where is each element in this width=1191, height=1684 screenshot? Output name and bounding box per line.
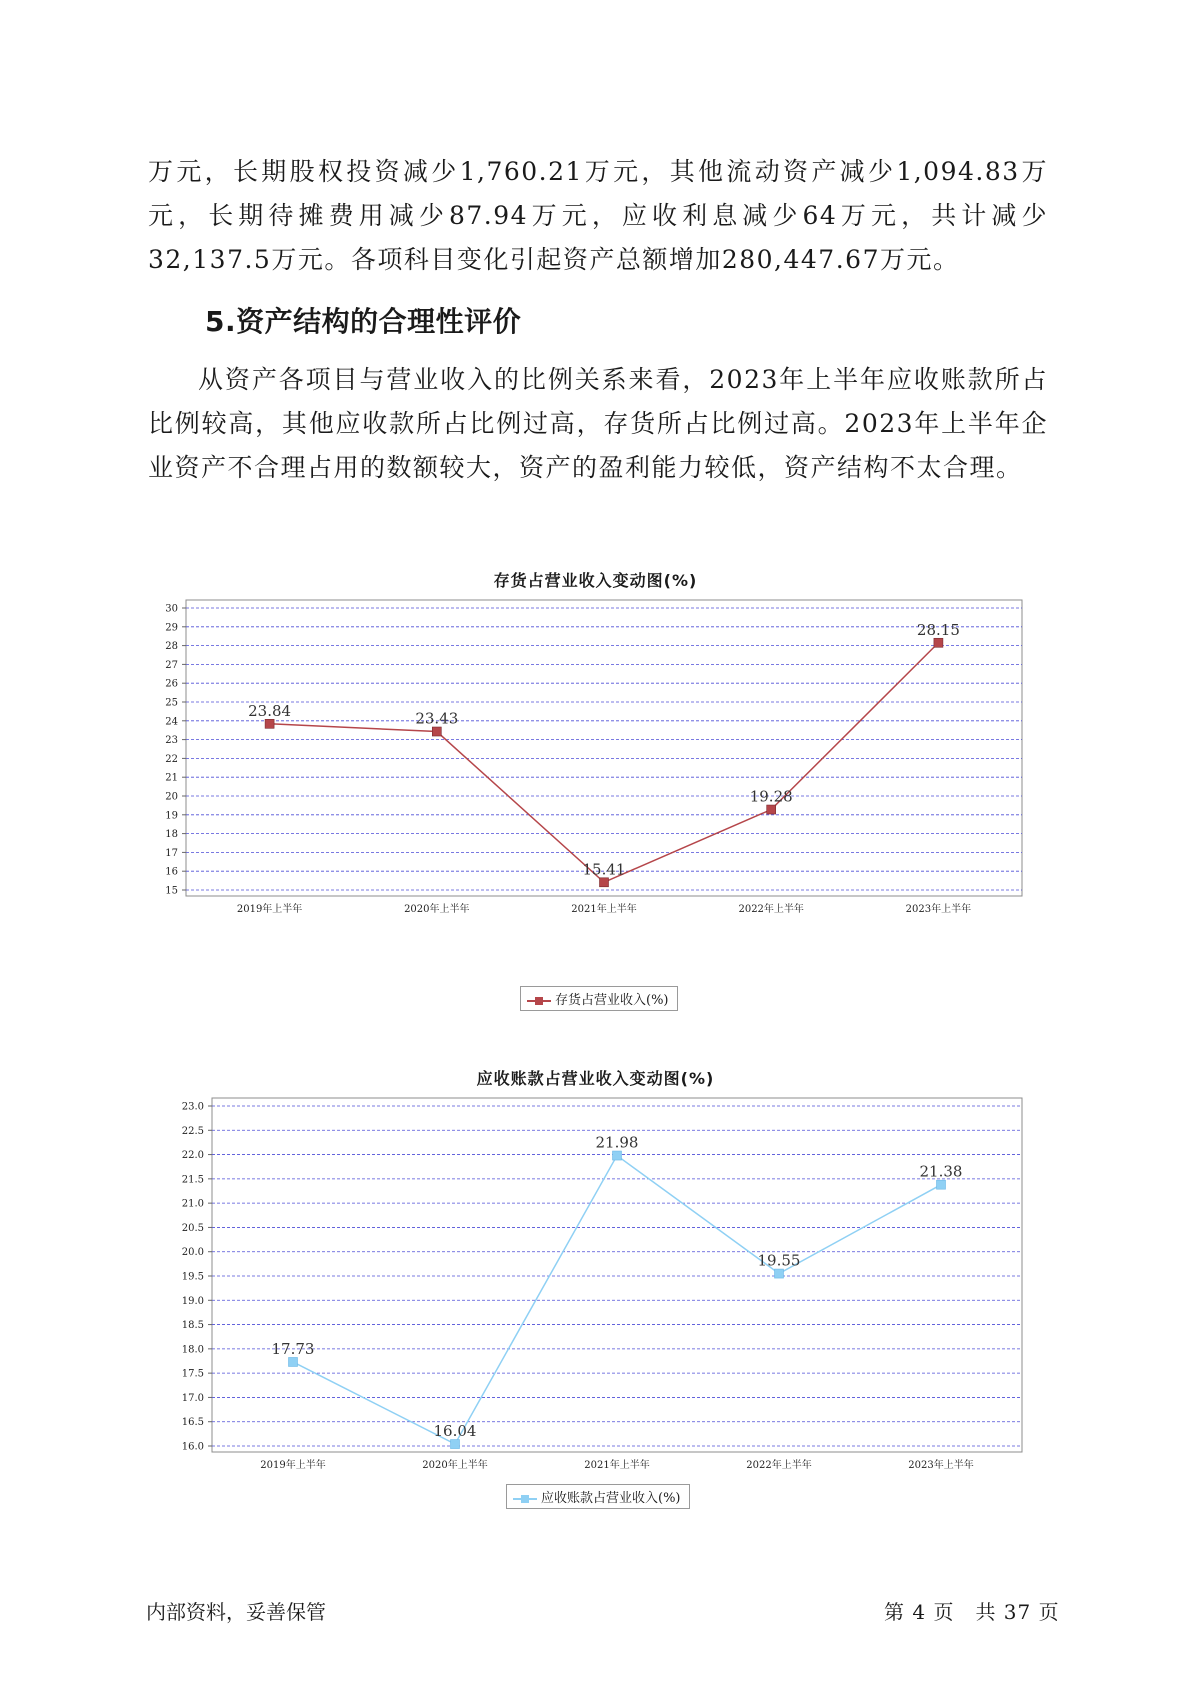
x-tick-label: 2019年上半年 [260, 1460, 326, 1471]
y-tick-label: 17.5 [181, 1368, 204, 1380]
y-tick-label: 18.5 [181, 1320, 204, 1332]
data-point [767, 805, 776, 814]
x-tick-label: 2022年上半年 [746, 1460, 812, 1471]
y-tick-label: 18 [165, 829, 178, 841]
data-point [937, 1180, 946, 1189]
data-point [289, 1357, 298, 1366]
legend-label: 应收账款占营业收入(%) [541, 1491, 681, 1506]
footer-confidential-note: 内部资料，妥善保管 [146, 1600, 326, 1624]
data-label: 23.84 [248, 701, 292, 720]
y-tick-label: 20.0 [181, 1247, 204, 1259]
body-paragraph-1: 万元，长期股权投资减少1,760.21万元，其他流动资产减少1,094.83万元，长期待摊费用减少87.94万元，应收利息减少64万元，共计减少32,137.5万元。各项科目变化引起资产总额增加280,447.67万元。 [148, 157, 1048, 274]
y-tick-label: 23 [165, 735, 178, 747]
y-tick-label: 16 [165, 866, 178, 878]
receivables-ratio-chart [0, 1088, 1191, 1478]
y-tick-label: 23.0 [181, 1101, 204, 1113]
y-tick-label: 16.0 [181, 1441, 204, 1453]
data-label: 19.28 [749, 787, 793, 806]
chart-title-receivables: 应收账款占营业收入变动图(%) [476, 1069, 715, 1088]
x-tick-label: 2021年上半年 [584, 1460, 650, 1471]
x-tick-label: 2020年上半年 [422, 1460, 488, 1471]
data-label: 17.73 [271, 1339, 315, 1358]
data-point [432, 727, 441, 736]
y-tick-label: 16.5 [181, 1417, 204, 1429]
y-tick-label: 20.5 [181, 1222, 204, 1234]
plot-area [186, 600, 1022, 896]
y-tick-label: 25 [165, 697, 178, 709]
y-tick-label: 22.0 [181, 1150, 204, 1162]
data-label: 21.38 [919, 1162, 963, 1181]
y-tick-label: 18.0 [181, 1344, 204, 1356]
footer-page-number: 第 4 页 共 37 页 [884, 1600, 1060, 1624]
chart-title-inventory: 存货占营业收入变动图(%) [493, 571, 698, 590]
y-tick-label: 22 [165, 753, 178, 765]
x-tick-label: 2023年上半年 [905, 904, 972, 915]
legend-marker-icon [513, 1494, 537, 1504]
y-tick-label: 17.0 [181, 1392, 204, 1404]
x-tick-label: 2020年上半年 [404, 904, 470, 915]
x-tick-label: 2022年上半年 [738, 904, 804, 915]
y-tick-label: 21.5 [181, 1174, 204, 1186]
y-tick-label: 21.0 [181, 1198, 204, 1210]
legend-marker-icon [527, 996, 551, 1006]
data-label: 28.15 [916, 620, 960, 639]
y-tick-label: 29 [165, 622, 178, 634]
y-tick-label: 19.5 [181, 1271, 204, 1283]
x-tick-label: 2019年上半年 [236, 904, 303, 915]
y-tick-label: 27 [165, 659, 178, 671]
data-point [265, 719, 274, 728]
data-point [613, 1151, 622, 1160]
x-tick-label: 2021年上半年 [571, 904, 637, 915]
y-tick-label: 24 [165, 716, 178, 728]
legend-label: 存货占营业收入(%) [555, 993, 669, 1008]
y-tick-label: 26 [165, 678, 178, 690]
data-point [775, 1269, 784, 1278]
chart-legend-inventory [520, 986, 678, 1011]
data-label: 19.55 [757, 1251, 801, 1270]
inventory-ratio-chart [0, 590, 1191, 980]
y-tick-label: 22.5 [181, 1125, 204, 1137]
chart-legend-receivables [506, 1484, 690, 1509]
section-heading: 5.资产结构的合理性评价 [205, 305, 522, 338]
data-label: 21.98 [595, 1133, 639, 1152]
data-label: 15.41 [582, 860, 626, 879]
y-tick-label: 19.0 [181, 1295, 204, 1307]
y-tick-label: 30 [165, 603, 178, 615]
body-paragraph-2: 从资产各项目与营业收入的比例关系来看，2023年上半年应收账款所占比例较高，其他应收款所占比例过高，存货所占比例过高。2023年上半年企业资产不合理占用的数额较大，资产的盈利能力较低，资产结构不太合理。 [148, 365, 1048, 482]
y-tick-label: 21 [165, 772, 178, 784]
data-label: 23.43 [415, 709, 459, 728]
data-point [600, 878, 609, 887]
data-point [451, 1440, 460, 1449]
data-point [934, 638, 943, 647]
y-tick-label: 15 [165, 885, 178, 897]
y-tick-label: 17 [165, 847, 178, 859]
y-tick-label: 20 [165, 791, 178, 803]
y-tick-label: 28 [165, 641, 178, 653]
x-tick-label: 2023年上半年 [908, 1460, 974, 1471]
y-tick-label: 19 [165, 810, 178, 822]
data-label: 16.04 [433, 1422, 477, 1441]
